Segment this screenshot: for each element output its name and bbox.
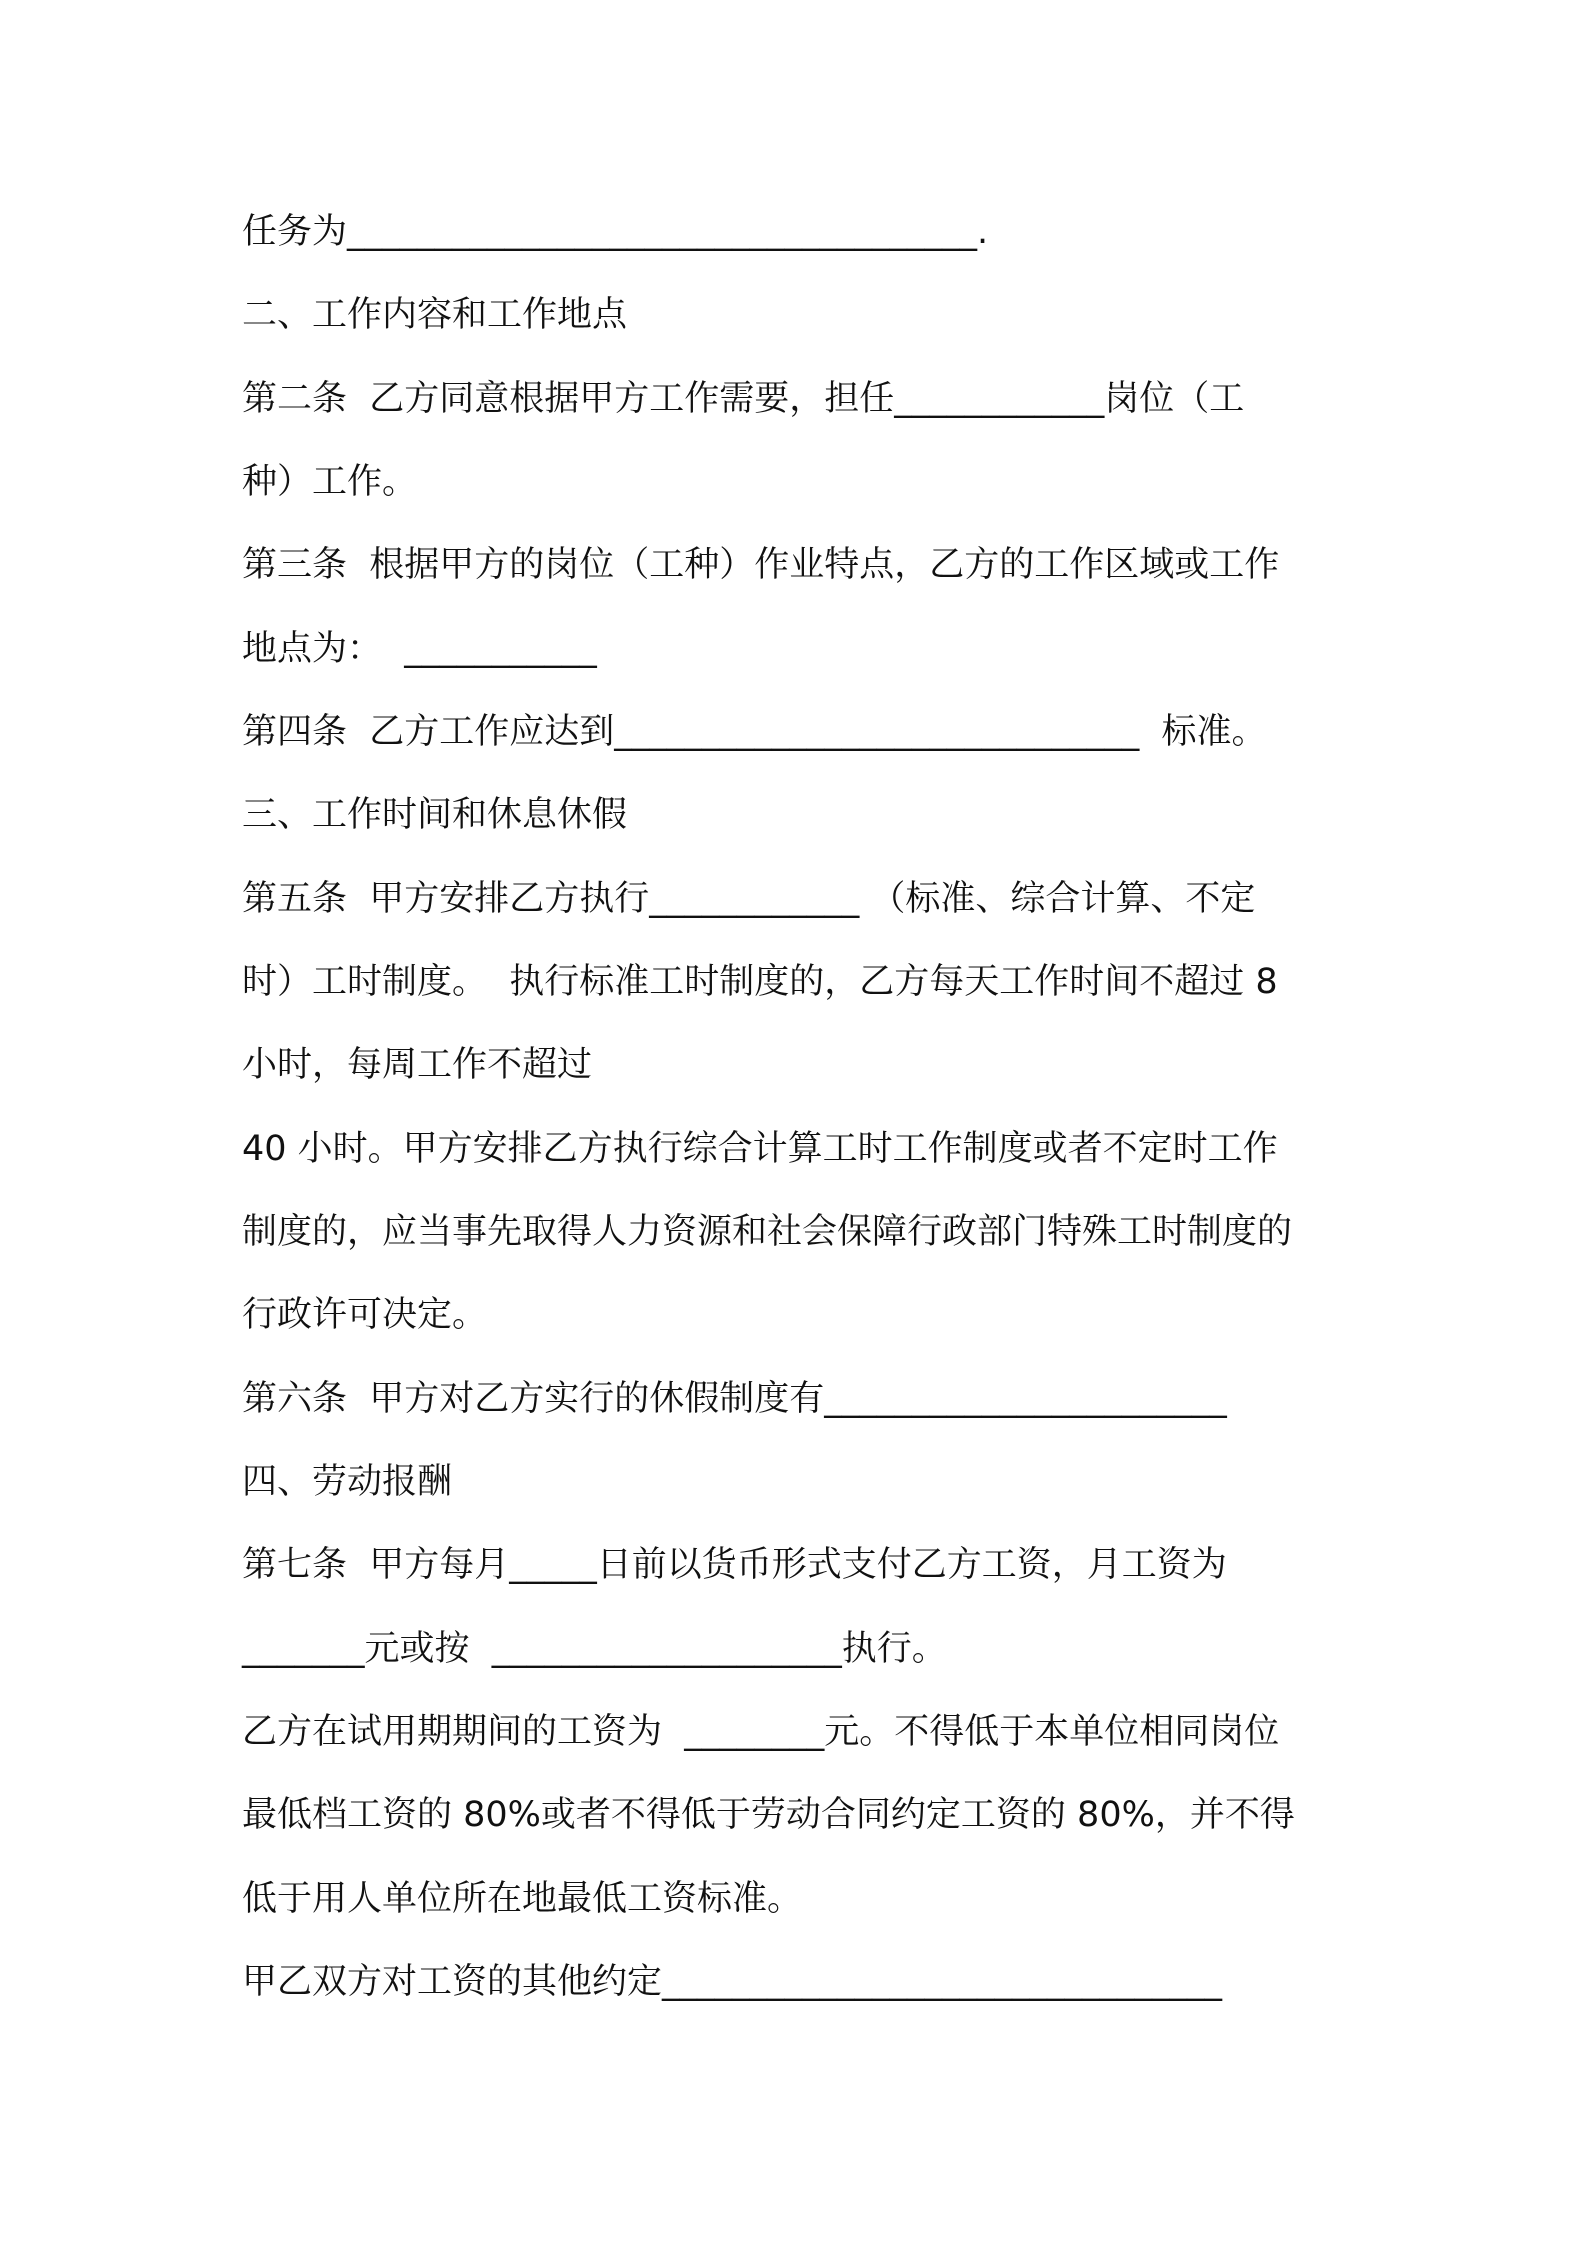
article-5-line-2: 时）工时制度。 执行标准工时制度的，乙方每天工作时间不超过 8: [242, 962, 1278, 1002]
article-5-line-6: 行政许可决定。: [242, 1295, 488, 1335]
article-2-line-1: 第二条 乙方同意根据甲方工作需要，担任____________岗位（工: [242, 379, 1245, 419]
article-5-line-5: 制度的，应当事先取得人力资源和社会保障行政部门特殊工时制度的: [242, 1212, 1293, 1252]
article-4: 第四条 乙方工作应达到______________________________ 标准。: [242, 712, 1267, 752]
section-heading-work-time: 三、工作时间和休息休假: [242, 795, 628, 835]
article-6: 第六条 甲方对乙方实行的休假制度有_______________________: [242, 1379, 1227, 1419]
text-line-task: 任务为____________________________________.: [242, 212, 989, 252]
article-3-line-1: 第三条 根据甲方的岗位（工种）作业特点，乙方的工作区域或工作: [242, 545, 1280, 585]
probation-wage-line-1: 乙方在试用期期间的工资为 ________元。不得低于本单位相同岗位: [242, 1712, 1280, 1752]
article-5-line-4: 40 小时。甲方安排乙方执行综合计算工时工作制度或者不定时工作: [242, 1129, 1278, 1169]
section-heading-work-content: 二、工作内容和工作地点: [242, 295, 628, 335]
probation-wage-line-3: 低于用人单位所在地最低工资标准。: [242, 1879, 803, 1919]
article-5-line-3: 小时，每周工作不超过: [242, 1045, 593, 1085]
article-2-line-2: 种）工作。: [242, 462, 418, 502]
article-7-line-1: 第七条 甲方每月_____日前以货币形式支付乙方工资，月工资为: [242, 1545, 1227, 1585]
article-3-line-2: 地点为： ___________: [242, 629, 597, 669]
article-5-line-1: 第五条 甲方安排乙方执行____________ （标准、综合计算、不定: [242, 879, 1256, 919]
other-wage-agreement: 甲乙双方对工资的其他约定________________________________: [242, 1962, 1223, 2002]
probation-wage-line-2: 最低档工资的 80%或者不得低于劳动合同约定工资的 80%，并不得: [242, 1795, 1295, 1835]
article-7-line-2: _______元或按 ____________________执行。: [242, 1629, 947, 1669]
section-heading-remuneration: 四、劳动报酬: [242, 1462, 453, 1502]
